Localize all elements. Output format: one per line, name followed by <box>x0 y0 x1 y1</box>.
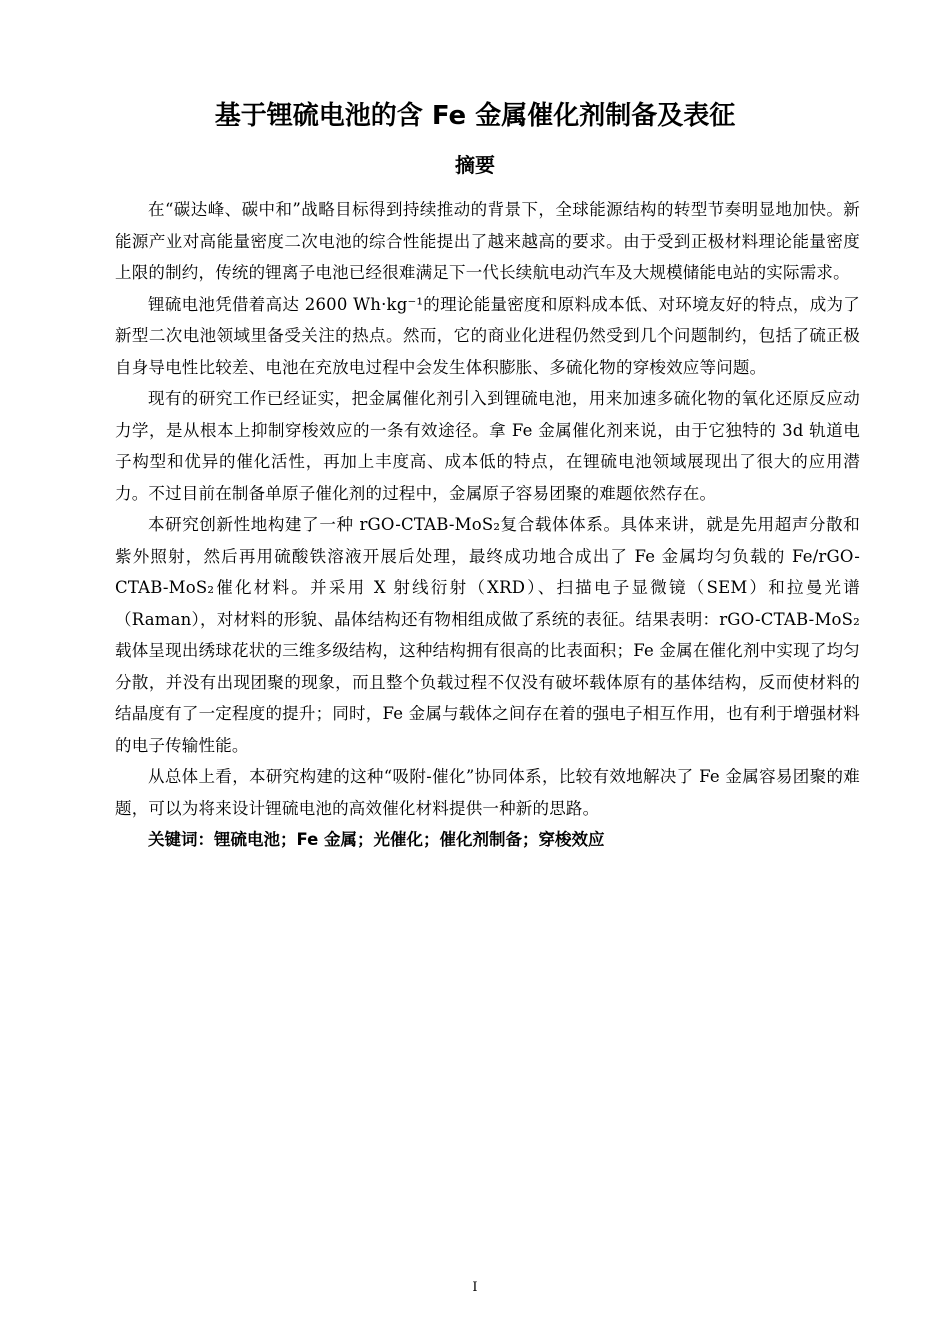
keywords-line: 关键词：锂硫电池；Fe 金属；光催化；催化剂制备；穿梭效应 <box>148 830 605 849</box>
abstract-paragraph-5: 从总体上看，本研究构建的这种“吸附-催化”协同体系，比较有效地解决了 Fe 金属容易团聚的难题，可以为将来设计锂硫电池的高效催化材料提供一种新的思路。 <box>115 767 860 818</box>
abstract-paragraph-1: 在“碳达峰、碳中和”战略目标得到持续推动的背景下，全球能源结构的转型节奏明显地加快。新能源产业对高能量密度二次电池的综合性能提出了越来越高的要求。由于受到正极材料理论能量密度上限的制约，传统的锂离子电池已经很难满足下一代长续航电动汽车及大规模储能电站的实际需求。 <box>115 200 860 282</box>
document-title: 基于锂硫电池的含 Fe 金属催化剂制备及表征 <box>214 101 736 131</box>
abstract-paragraph-4: 本研究创新性地构建了一种 rGO-CTAB-MoS₂复合载体体系。具体来讲，就是先用超声分散和紫外照射，然后再用硫酸铁溶液开展后处理，最终成功地合成出了 Fe 金属均匀负载的 Fe/rGO-CTAB-MoS₂催化材料。并采用 X 射线衍射（XRD）、扫描电子显微镜（SEM）和拉曼光谱（Raman），对材料的形貌、晶体结构还有物相组成做了系统的表征。结果表明：rGO-CTAB-MoS₂载体呈现出绣球花状的三维多级结构，这种结构拥有很高的比表面积；Fe 金属在催化剂中实现了均匀分散，并没有出现团聚的现象，而且整个负载过程不仅没有破坏载体原有的基体结构，反而使材料的结晶度有了一定程度的提升；同时，Fe 金属与载体之间存在着的强电子相互作用，也有利于增强材料的电子传输性能。 <box>115 515 860 755</box>
page-number: I <box>472 1280 478 1295</box>
abstract-paragraph-3: 现有的研究工作已经证实，把金属催化剂引入到锂硫电池，用来加速多硫化物的氧化还原反应动力学，是从根本上抑制穿梭效应的一条有效途径。拿 Fe 金属催化剂来说，由于它独特的 3d 轨道电子构型和优异的催化活性，再加上丰度高、成本低的特点，在锂硫电池领域展现出了很大的应用潜力。不过目前在制备单原子催化剂的过程中，金属原子容易团聚的难题依然存在。 <box>115 389 860 503</box>
abstract-paragraph-2: 锂硫电池凭借着高达 2600 Wh·kg⁻¹的理论能量密度和原料成本低、对环境友好的特点，成为了新型二次电池领域里备受关注的热点。然而，它的商业化进程仍然受到几个问题制约，包括了硫正极自身导电性比较差、电池在充放电过程中会发生体积膨胀、多硫化物的穿梭效应等问题。 <box>115 294 860 377</box>
abstract-body <box>115 194 860 856</box>
abstract-heading: 摘要 <box>455 153 495 177</box>
